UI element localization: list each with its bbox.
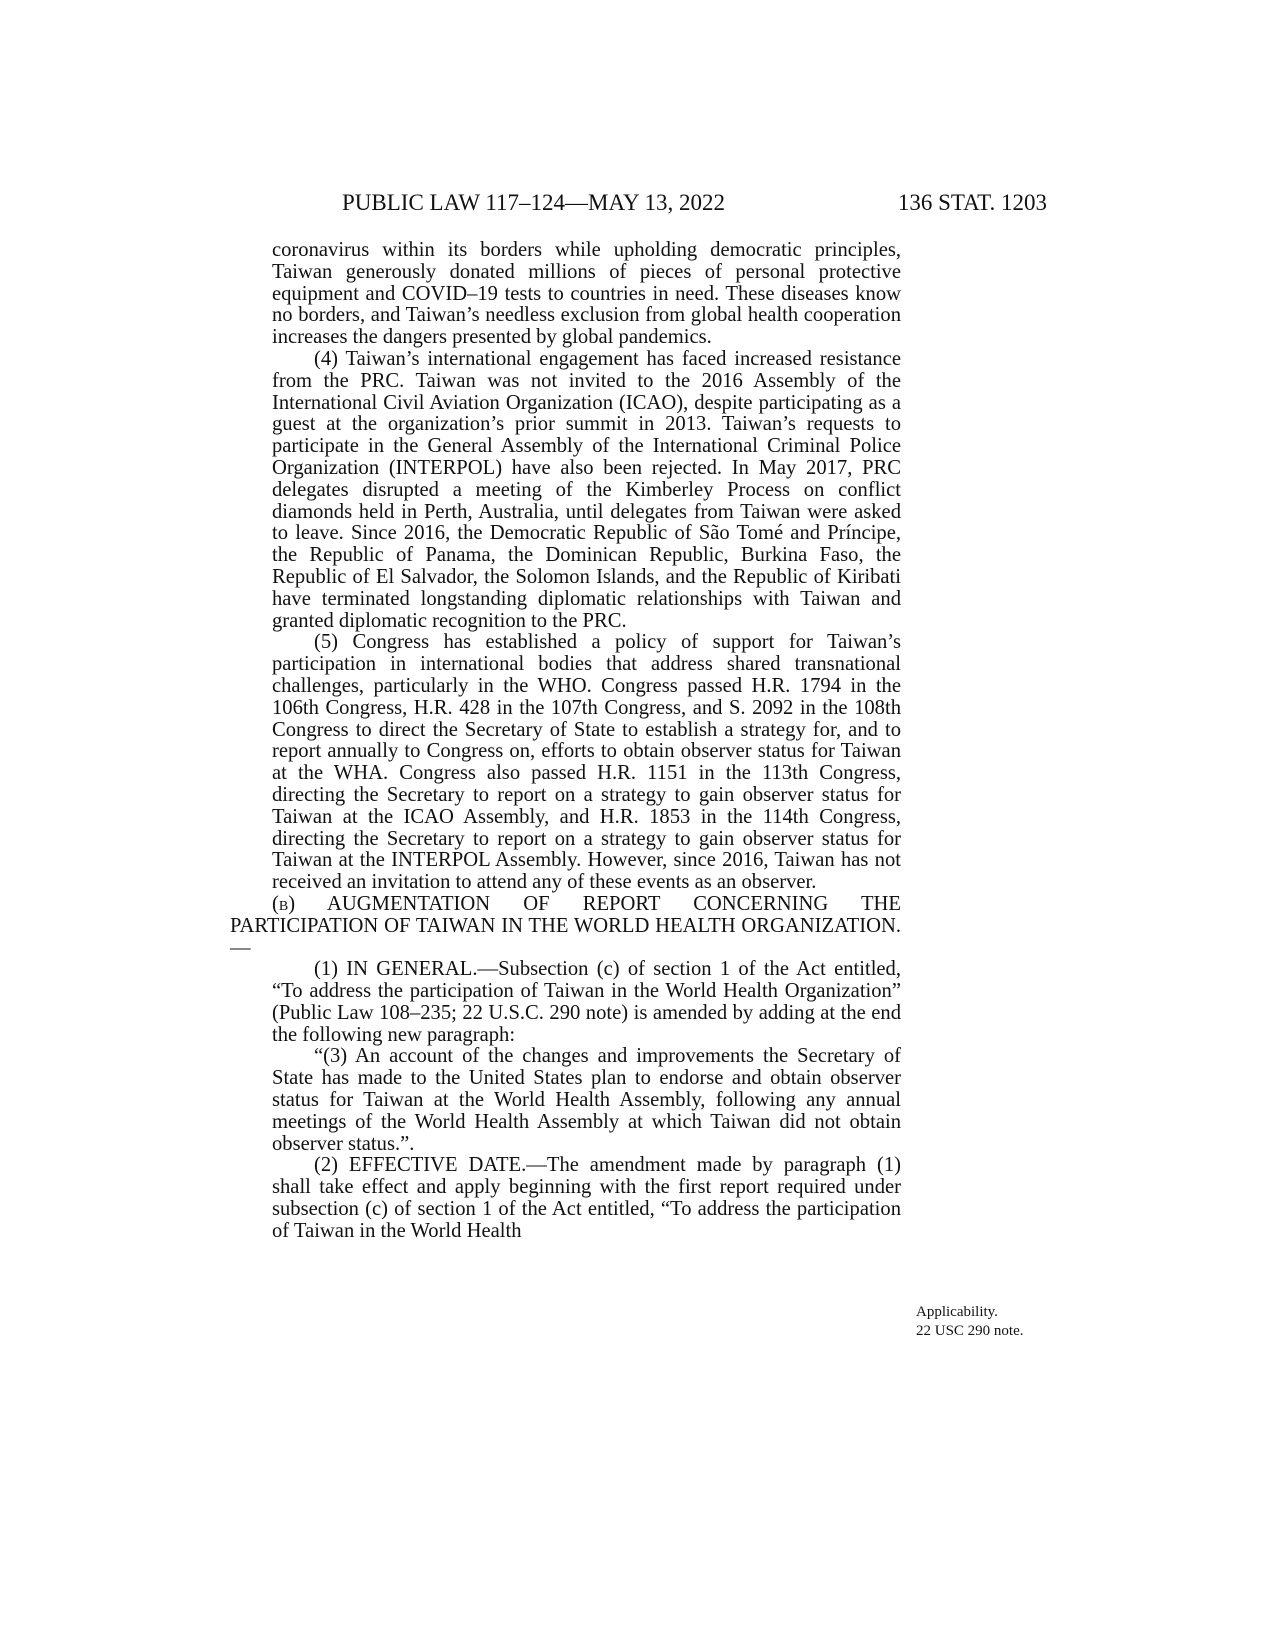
paragraph-b2-text: —The amendment made by paragraph (1) shall take effect and apply beginning with the first report required under subsection (c) of section 1 of the Act entitled, “To address the participation of Taiwan in the World Health <box>272 1154 901 1242</box>
paragraph-b2 <box>272 1155 901 1242</box>
paragraph-4: (4) Taiwan’s international engagement has faced increased resistance from the PRC. Taiwan was not invited to the 2016 Assembly of the International Civil Aviation Organization (ICAO), despite participating as a guest at the organization’s prior summit in 2013. Taiwan’s requests to participate in the General Assembly of the International Criminal Police Organization (INTERPOL) have also been rejected. In May 2017, PRC delegates disrupted a meeting of the Kimberley Process on conflict diamonds held in Perth, Australia, until delegates from Taiwan were asked to leave. Since 2016, the Democratic Republic of São Tomé and Príncipe, the Republic of Panama, the Dominican Republic, Burkina Faso, the Republic of El Salvador, the Solomon Islands, and the Republic of Kiribati have terminated longstanding diplomatic relationships with Taiwan and granted diplomatic recognition to the PRC. <box>272 347 901 632</box>
subsection-b-heading: (b) AUGMENTATION OF REPORT CONCERNING THE PARTICIPATION OF TAIWAN IN THE WORLD HEALTH ORGANIZATION.— <box>230 892 901 959</box>
body-text <box>230 239 901 1243</box>
paragraph-3-continued: coronavirus within its borders while upholding democratic principles, Taiwan generously donated millions of pieces of personal protective equipment and COVID–19 tests to countries in need. These diseases know no borders, and Taiwan’s needless exclusion from global health cooperation increases the dangers presented by global pandemics. <box>272 239 901 349</box>
running-head <box>342 186 1047 220</box>
stat-page-number: 136 STAT. 1203 <box>897 190 1047 215</box>
margin-note <box>916 1303 1076 1341</box>
paragraph-b1-label: (1) IN GENERAL. <box>314 958 478 981</box>
paragraph-b1 <box>272 959 901 1046</box>
paragraph-5: (5) Congress has established a policy of support for Taiwan’s participation in international bodies that address shared transnational challenges, particularly in the WHO. Congress passed H.R. 1794 in the 106th Congress, H.R. 428 in the 107th Congress, and S. 2092 in the 108th Congress to direct the Secretary of State to establish a strategy for, and to report annually to Congress on, efforts to obtain observer status for Taiwan at the WHA. Congress also passed H.R. 1151 in the 113th Congress, directing the Secretary to report on a strategy to gain observer status for Taiwan at the ICAO Assembly, and H.R. 1853 in the 114th Congress, directing the Secretary to report on a strategy to gain observer status for Taiwan at the INTERPOL Assembly. However, since 2016, Taiwan has not received an invitation to attend any of these events as an observer. <box>272 631 901 894</box>
law-title: PUBLIC LAW 117–124—MAY 13, 2022 <box>342 190 726 215</box>
margin-note-usc: 22 USC 290 note. <box>916 1323 1024 1339</box>
paragraph-b1-text: —Subsection (c) of section 1 of the Act entitled, “To address the participation of Taiwan in the World Health Organization” (Public Law 108–235; 22 U.S.C. 290 note) is amended by adding at the end the following new paragraph: <box>272 958 901 1046</box>
margin-note-applicability: Applicability. <box>916 1304 998 1320</box>
paragraph-b1-quote: “(3) An account of the changes and improvements the Secretary of State has made to the United States plan to endorse and obtain observer status for Taiwan at the World Health Assembly, following any annual meetings of the World Health Assembly at which Taiwan did not obtain observer status.”. <box>272 1045 901 1155</box>
paragraph-b2-label: (2) EFFECTIVE DATE. <box>314 1154 527 1177</box>
